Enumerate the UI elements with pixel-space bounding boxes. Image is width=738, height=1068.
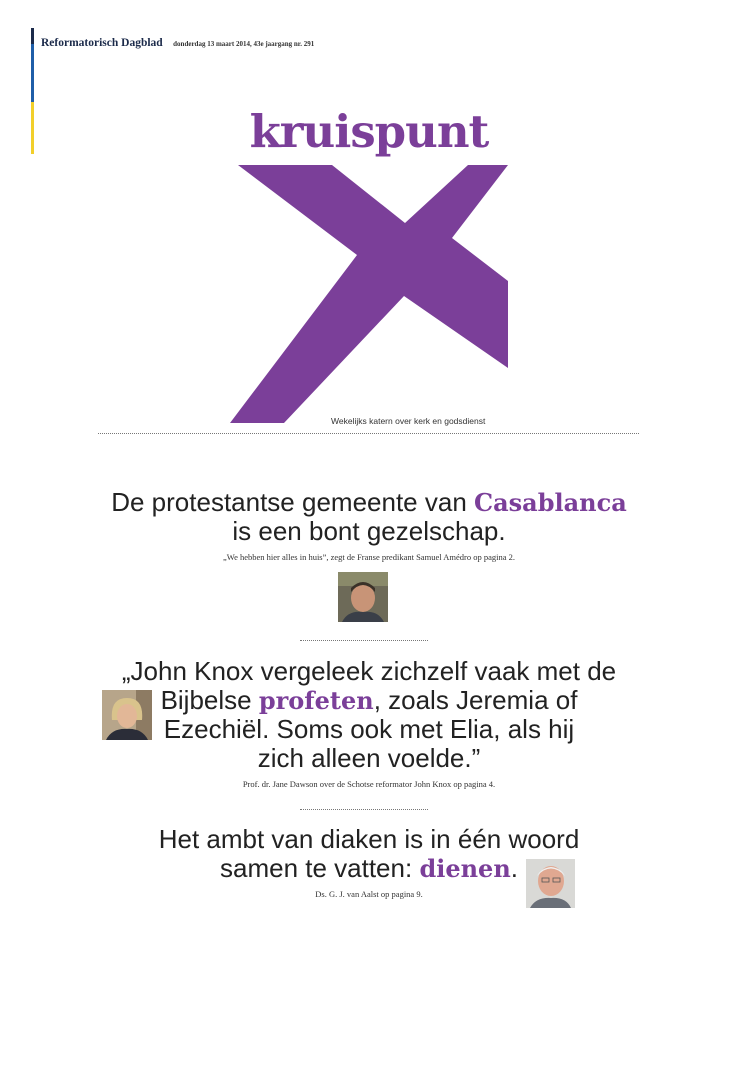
newspaper-name: Reformatorisch Dagblad [41,37,163,49]
photo-jane-dawson [102,690,152,740]
teaser-caption: Prof. dr. Jane Dawson over de Schotse reformator John Knox op pagina 4. [242,779,496,789]
cross-logo-icon [230,165,510,425]
section-subtitle: Wekelijks katern over kerk en godsdienst [331,416,486,426]
photo-samuel-amedro [338,572,388,622]
photo-van-aalst [526,859,575,908]
teaser-casablanca [0,488,738,562]
teaser-diaken [0,825,738,899]
teaser-caption: „We hebben hier alles in huis”, zegt de Franse predikant Samuel Amédro op pagina 2. [222,552,515,562]
teaser-caption: Ds. G. J. van Aalst op pagina 9. [315,889,423,899]
teaser-quote: „John Knox vergeleek zichzelf vaak met de Bijbelse profeten, zoals Jeremia of Ezechiël. Soms ook met Elia, als hij zich alleen voelde.” [121,656,617,773]
divider [98,433,639,434]
divider [300,640,428,641]
masthead [41,33,314,51]
divider [300,809,428,810]
teaser-headline: Het ambt van diaken is in één woord samen te vatten: dienen. [158,824,580,883]
issue-line: donderdag 13 maart 2014, 43e jaargang nr. 291 [173,40,315,48]
section-title: kruispunt [249,105,489,158]
teaser-headline: De protestantse gemeente van Casablanca is een bont gezelschap. [111,487,627,546]
